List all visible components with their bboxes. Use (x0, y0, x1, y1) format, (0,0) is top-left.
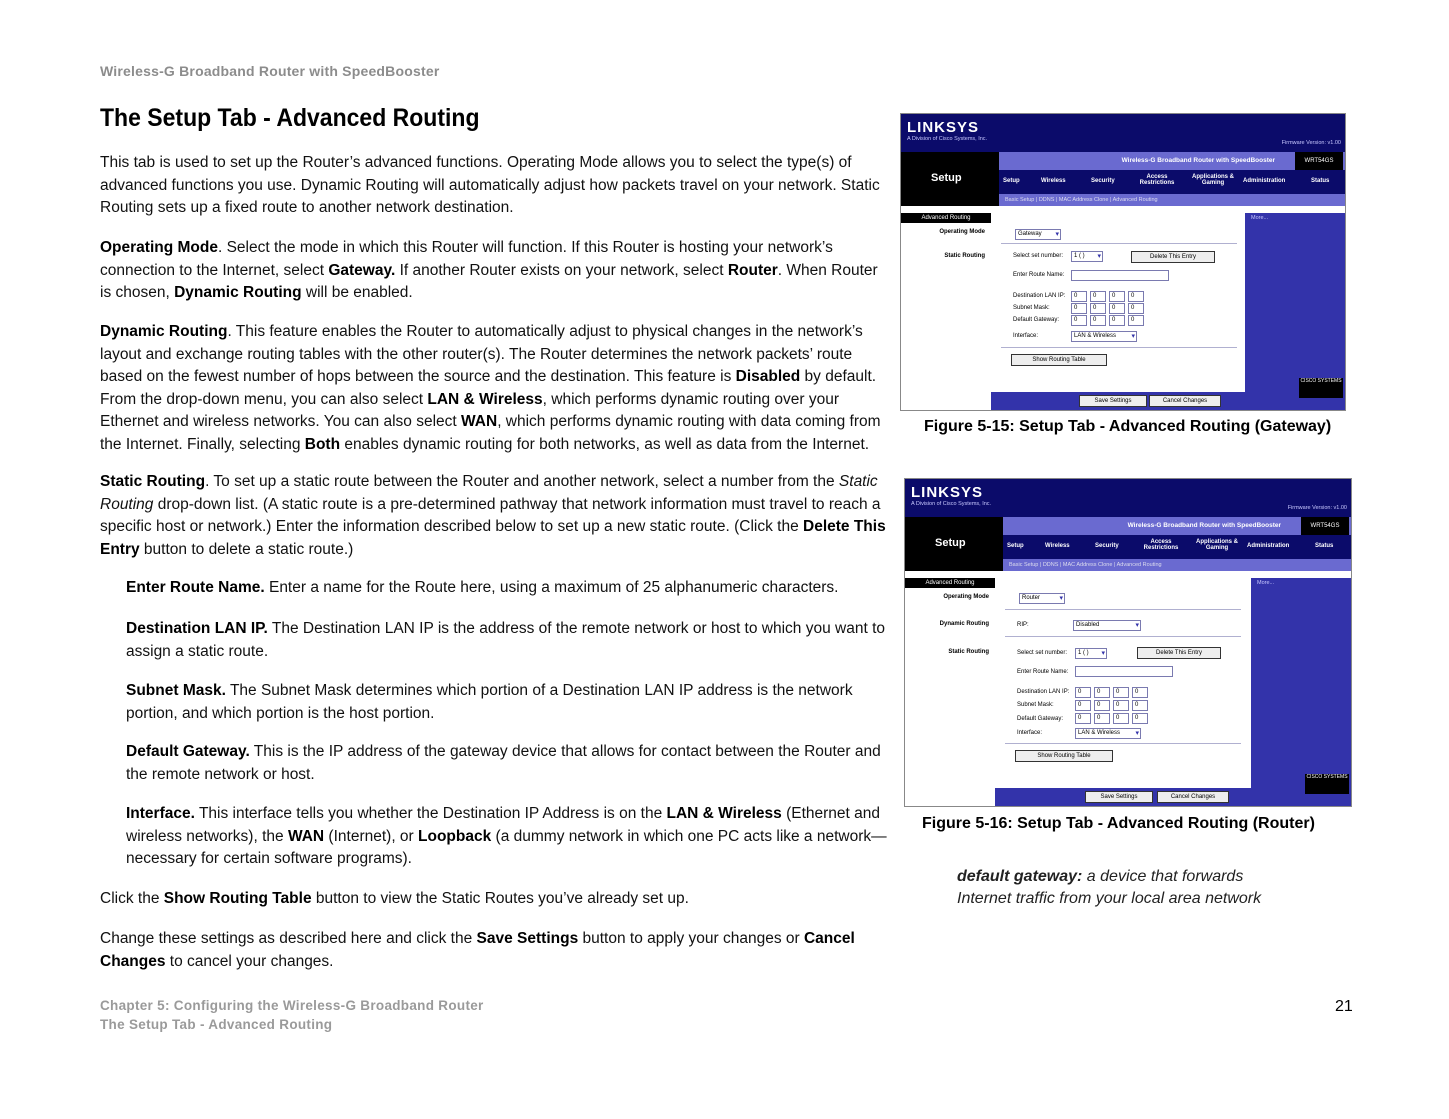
tab-status[interactable]: Status (1311, 178, 1330, 184)
product-bar (1003, 517, 1351, 535)
term: Static Routing (100, 473, 206, 490)
text: Change these settings as described here and click the (100, 930, 477, 947)
term: Interface. (126, 805, 195, 822)
term: Cancel Changes (100, 930, 855, 970)
help-column (1251, 578, 1351, 806)
subtab-links[interactable]: Basic Setup | DDNS | MAC Address Clone | Advanced Routing (1005, 197, 1158, 203)
subnet-paragraph (126, 680, 890, 725)
router-screenshot-gateway (900, 113, 1346, 411)
cancel-changes-button[interactable]: Cancel Changes (1149, 395, 1221, 407)
ip-octet-input[interactable]: 0 (1075, 687, 1091, 698)
term: Router (727, 261, 778, 279)
text: button to delete a static route.) (139, 540, 354, 558)
divider (1005, 743, 1241, 744)
subtab-bar[interactable] (999, 194, 1345, 206)
setup-label: Setup (931, 172, 962, 184)
show-routing-table-button[interactable]: Show Routing Table (1011, 354, 1107, 366)
text: to cancel your changes. (165, 952, 334, 970)
text: . To set up a static route between the Router and another network, select a number from the (205, 473, 839, 490)
text: enables dynamic routing for both networks, as well as data from the Internet. (340, 435, 870, 453)
product-bar (999, 152, 1345, 170)
tab-access-restrictions[interactable]: Access Restrictions (1143, 539, 1179, 551)
rip-label: RIP: (1017, 622, 1029, 628)
section-title: The Setup Tab - Advanced Routing (100, 104, 480, 132)
router-screenshot-router (904, 478, 1352, 807)
route-name-paragraph (126, 577, 890, 600)
text: (Ethernet and wireless networks), the (126, 805, 881, 845)
text: , which performs dynamic routing with data coming from the Internet. Finally, selecting (100, 413, 881, 453)
ip-octet-input[interactable]: 0 (1090, 303, 1106, 314)
show-table-paragraph (100, 888, 890, 911)
more-link[interactable]: More... (1251, 215, 1269, 221)
term: Operating Mode (100, 239, 218, 256)
figure-16-caption: Figure 5-16: Setup Tab - Advanced Routing (Router) (922, 815, 1315, 832)
divider (1001, 243, 1237, 244)
glossary-line-2: Internet traffic from your local area network (957, 890, 1262, 907)
text: button to view the Static Routes you’ve already set up. (311, 890, 689, 907)
text: by default. From the drop-down menu, you can also select (100, 368, 877, 408)
linksys-logo: LINKSYS (907, 119, 980, 136)
operating-mode-label: Operating Mode (943, 594, 989, 600)
tab-wireless[interactable]: Wireless (1045, 543, 1070, 549)
setup-block (901, 152, 999, 206)
ip-octet-input[interactable]: 0 (1113, 700, 1129, 711)
ip-octet-input[interactable]: 0 (1128, 315, 1144, 326)
setup-label: Setup (935, 537, 966, 549)
ip-octet-input[interactable]: 0 (1109, 315, 1125, 326)
tab-setup[interactable]: Setup (1007, 543, 1024, 549)
cisco-logo: CISCO SYSTEMS (1305, 774, 1349, 794)
route-name-input[interactable] (1075, 666, 1173, 677)
text: (Internet), or (324, 827, 419, 845)
term: Both (304, 435, 341, 453)
model-name: WRT54GS (1295, 152, 1343, 170)
interface-select[interactable]: LAN & Wireless ▾ (1075, 728, 1141, 739)
operating-mode-paragraph (100, 237, 890, 305)
text: will be enabled. (301, 284, 413, 301)
gateway-label: Default Gateway: (1013, 317, 1060, 323)
select-set-label: Select set number: (1017, 650, 1068, 656)
interface-select[interactable]: LAN & Wireless ▾ (1071, 331, 1137, 342)
ip-octet-input[interactable]: 0 (1075, 713, 1091, 724)
ip-octet-input[interactable]: 0 (1109, 303, 1125, 314)
rip-select[interactable]: Disabled ▾ (1073, 620, 1141, 631)
glossary-line-1 (957, 866, 1261, 888)
term: Dynamic Routing (174, 284, 302, 301)
left-column (901, 213, 991, 410)
ip-octet-input[interactable]: 0 (1132, 700, 1148, 711)
footer-section: The Setup Tab - Advanced Routing (100, 1017, 333, 1032)
term: Enter Route Name. (126, 579, 265, 596)
gateway-label: Default Gateway: (1017, 716, 1064, 722)
subtab-links[interactable]: Basic Setup | DDNS | MAC Address Clone | Advanced Routing (1009, 562, 1162, 568)
text: Click the (100, 890, 164, 907)
term: Subnet Mask. (126, 682, 226, 699)
text: . This feature enables the Router to automatically adjust to physical changes in the network’s layout and exchange routing tables with the other router(s). The Router determines the network packets’ route based on the fewest number of hops between the source and the destination. This feature is (100, 323, 863, 385)
ip-octet-input[interactable]: 0 (1109, 291, 1125, 302)
tab-status[interactable]: Status (1315, 543, 1334, 549)
term: WAN (461, 413, 498, 430)
route-name-input[interactable] (1071, 270, 1169, 281)
interface-paragraph (126, 803, 890, 871)
ip-octet-input[interactable]: 0 (1094, 713, 1110, 724)
logo-subtitle: A Division of Cisco Systems, Inc. (911, 501, 992, 507)
tab-bar (1003, 535, 1351, 559)
static-routing-label: Static Routing (948, 649, 989, 655)
divider (1001, 347, 1237, 348)
term: WAN (287, 827, 325, 845)
glossary-term: default gateway: (957, 868, 1083, 885)
dest-ip-label: Destination LAN IP: (1017, 689, 1070, 695)
gateway-paragraph (126, 741, 890, 786)
route-name-label: Enter Route Name: (1013, 272, 1065, 278)
text: , which performs dynamic routing over your Ethernet and wireless networks. You can also select (100, 390, 840, 430)
cisco-logo: CISCO SYSTEMS (1299, 378, 1343, 398)
ip-octet-input[interactable]: 0 (1071, 315, 1087, 326)
tab-security[interactable]: Security (1091, 178, 1115, 184)
set-number-select[interactable]: 1 ( ) ▾ (1075, 648, 1107, 659)
text: If another Router exists on your network, select (395, 261, 728, 279)
tab-administration[interactable]: Administration (1247, 543, 1290, 549)
bottom-bar (991, 392, 1245, 410)
save-settings-button[interactable]: Save Settings (1079, 395, 1147, 407)
italic-term: Static Routing (100, 473, 878, 513)
tab-administration[interactable]: Administration (1243, 178, 1286, 184)
setup-block (905, 517, 1003, 571)
text: Enter a name for the Route here, using a maximum of 25 alphanumeric characters. (264, 579, 839, 596)
term: Default Gateway. (126, 743, 250, 760)
tab-access-restrictions[interactable]: Access Restrictions (1139, 174, 1175, 186)
divider (1005, 609, 1241, 610)
select-set-label: Select set number: (1013, 253, 1064, 259)
ip-octet-input[interactable]: 0 (1071, 303, 1087, 314)
operating-mode-select[interactable]: Gateway ▾ (1015, 229, 1061, 240)
ip-octet-input[interactable]: 0 (1090, 291, 1106, 302)
interface-label: Interface: (1017, 730, 1043, 736)
term: Show Routing Table (163, 890, 312, 907)
glossary-definition: a device that forwards (1082, 868, 1244, 885)
term: Disabled (735, 368, 801, 385)
term: Save Settings (476, 930, 579, 947)
ip-octet-input[interactable]: 0 (1090, 315, 1106, 326)
delete-entry-button[interactable]: Delete This Entry (1131, 251, 1215, 263)
operating-mode-select[interactable]: Router ▾ (1019, 593, 1065, 604)
product-name: Wireless-G Broadband Router with SpeedBooster (1127, 522, 1281, 529)
static-routing-label: Static Routing (944, 253, 985, 259)
static-routing-paragraph (100, 471, 890, 561)
tab-setup[interactable]: Setup (1003, 178, 1020, 184)
ip-octet-input[interactable]: 0 (1132, 713, 1148, 724)
firmware-version: Firmware Version: v1.00 (1281, 140, 1341, 146)
destination-paragraph (126, 618, 890, 663)
term: Delete This Entry (100, 518, 886, 558)
ip-octet-input[interactable]: 0 (1128, 291, 1144, 302)
tab-wireless[interactable]: Wireless (1041, 178, 1066, 184)
intro-paragraph: This tab is used to set up the Router’s advanced functions. Operating Mode allows you to select the type(s) of advanced functions you use. Dynamic Routing will automatically adjust how packets travel on your network. Static Routing sets up a fixed route to another network destination. (100, 154, 880, 216)
subnet-label: Subnet Mask: (1013, 305, 1050, 311)
route-name-label: Enter Route Name: (1017, 669, 1069, 675)
text: drop-down list. (A static route is a pre-determined pathway that network information must travel to reach a specific host or network.) Enter the information described below to set up a new static route. (Click the (100, 495, 881, 535)
help-column (1245, 213, 1345, 410)
ip-octet-input[interactable]: 0 (1113, 687, 1129, 698)
model-name: WRT54GS (1301, 517, 1349, 535)
term: Gateway. (328, 261, 396, 279)
ip-octet-input[interactable]: 0 (1094, 687, 1110, 698)
page-number: 21 (1335, 998, 1353, 1015)
dest-ip-label: Destination LAN IP: (1013, 293, 1066, 299)
divider (1005, 636, 1241, 637)
product-name: Wireless-G Broadband Router with SpeedBooster (1121, 157, 1275, 164)
ip-octet-input[interactable]: 0 (1128, 303, 1144, 314)
text: (a dummy network in which one PC acts like a network—necessary for certain software programs). (126, 827, 887, 867)
text: This is the IP address of the gateway device that allows for contact between the Router and the remote network or host. (126, 743, 881, 783)
top-bar (901, 114, 1345, 152)
footer-chapter: Chapter 5: Configuring the Wireless-G Broadband Router (100, 998, 484, 1013)
text: button to apply your changes or (578, 930, 804, 947)
text: The Destination LAN IP is the address of the remote network or host to which you want to assign a static route. (126, 620, 885, 660)
dynamic-routing-paragraph (100, 321, 890, 456)
ip-octet-input[interactable]: 0 (1094, 700, 1110, 711)
left-column (905, 578, 995, 806)
delete-entry-button[interactable]: Delete This Entry (1137, 647, 1221, 659)
cancel-changes-button[interactable]: Cancel Changes (1157, 791, 1229, 803)
bottom-bar (995, 788, 1251, 806)
term: Dynamic Routing (100, 323, 228, 340)
term: Loopback (418, 827, 492, 845)
logo-subtitle: A Division of Cisco Systems, Inc. (907, 136, 988, 142)
ip-octet-input[interactable]: 0 (1113, 713, 1129, 724)
ip-octet-input[interactable]: 0 (1132, 687, 1148, 698)
ip-octet-input[interactable]: 0 (1075, 700, 1091, 711)
text: . When Router is chosen, (100, 261, 878, 301)
subnet-label: Subnet Mask: (1017, 702, 1054, 708)
ip-octet-input[interactable]: 0 (1071, 291, 1087, 302)
figure-15-caption: Figure 5-15: Setup Tab - Advanced Routing (Gateway) (924, 418, 1332, 435)
tab-applications-gaming[interactable]: Applications & Gaming (1195, 539, 1238, 551)
save-settings-button[interactable]: Save Settings (1085, 791, 1153, 803)
running-header: Wireless-G Broadband Router with SpeedBooster (100, 63, 440, 79)
term: Destination LAN IP. (126, 620, 268, 637)
glossary-note (957, 866, 1261, 910)
text: This interface tells you whether the Destination IP Address is on the (194, 805, 667, 822)
top-bar (905, 479, 1351, 517)
section-head: Advanced Routing (905, 578, 995, 588)
tab-applications-gaming[interactable]: Applications & Gaming (1191, 174, 1234, 186)
tab-security[interactable]: Security (1095, 543, 1119, 549)
more-link[interactable]: More... (1257, 580, 1275, 586)
subtab-bar[interactable] (1003, 559, 1351, 571)
text: The Subnet Mask determines which portion of a Destination LAN IP address is the network portion, and which portion is the host portion. (126, 682, 853, 722)
operating-mode-label: Operating Mode (939, 229, 985, 235)
set-number-select[interactable]: 1 ( ) ▾ (1071, 251, 1103, 262)
change-settings-paragraph (100, 928, 890, 973)
dynamic-routing-label: Dynamic Routing (939, 621, 989, 627)
term: LAN & Wireless (427, 390, 543, 408)
section-head: Advanced Routing (901, 213, 991, 223)
tab-bar (999, 170, 1345, 194)
show-routing-table-button[interactable]: Show Routing Table (1015, 750, 1113, 762)
firmware-version: Firmware Version: v1.00 (1287, 505, 1347, 511)
interface-label: Interface: (1013, 333, 1039, 339)
term: LAN & Wireless (666, 805, 782, 822)
text: . Select the mode in which this Router will function. If this Router is hosting your network’s connection to the Internet, select (100, 239, 833, 279)
linksys-logo: LINKSYS (911, 484, 984, 501)
